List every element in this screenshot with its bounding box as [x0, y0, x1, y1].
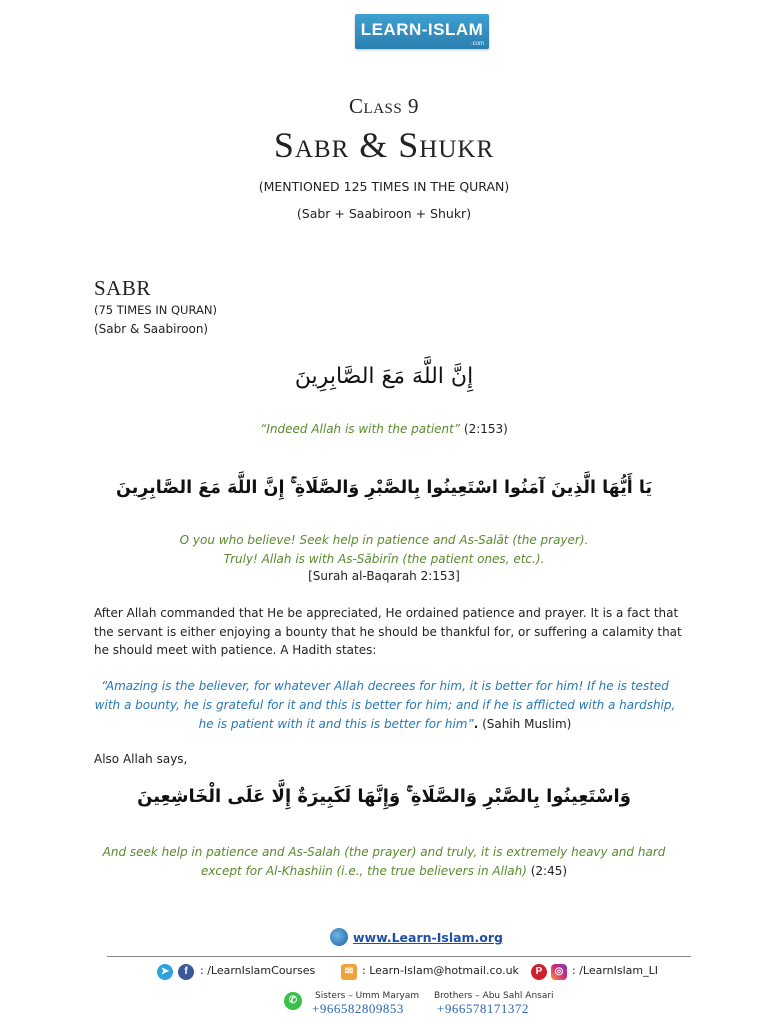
- close-quote: ”: [453, 422, 461, 436]
- pinterest-icon[interactable]: P: [531, 964, 547, 980]
- also-text: Also Allah says,: [94, 752, 188, 766]
- courses-handle[interactable]: : /LearnIslamCourses: [200, 964, 316, 977]
- section-count: (75 TIMES IN QURAN): [94, 303, 217, 317]
- logo-subtext: .com: [470, 41, 484, 47]
- subtitle-mentions: (MENTIONED 125 TIMES IN THE QURAN): [258, 179, 510, 194]
- verse-reference: (2:153): [460, 422, 508, 436]
- verse-3-text: And seek help in patience and As-Salah (the prayer) and truly, it is extremely heavy and hard except for Al-Khashiin (i.e., the true believers in Allah): [102, 845, 666, 878]
- verse-1-translation: [0, 422, 768, 436]
- sisters-contact-number[interactable]: +966582809853: [312, 1001, 404, 1016]
- email-address[interactable]: : Learn-Islam@hotmail.co.uk: [362, 964, 519, 977]
- learn-islam-logo: [355, 14, 489, 49]
- instagram-icon[interactable]: ◎: [551, 964, 567, 980]
- globe-icon: [330, 928, 348, 946]
- hadith-quote: [92, 677, 678, 734]
- verse-2-reference: [Surah al-Baqarah 2:153]: [308, 569, 460, 583]
- arabic-verse-2: يَا أَيُّهَا الَّذِينَ آمَنُوا اسْتَعِينُوا بِالصَّبْرِ وَالصَّلَاةِ ۚ إِنَّ اللَّهَ مَعَ الصَّابِرِينَ: [115, 478, 653, 498]
- logo-text: LEARN-ISLAM: [360, 20, 484, 39]
- mail-icon[interactable]: ✉: [341, 964, 357, 980]
- section-heading: SABR: [94, 276, 151, 300]
- whatsapp-icon[interactable]: ✆: [284, 992, 302, 1010]
- verse-2-line-1: O you who believe! Seek help in patience and As-Salāt (the prayer).: [179, 533, 589, 547]
- subtitle-terms: (Sabr + Saabiroon + Shukr): [296, 206, 472, 221]
- page-title: Sabr & Shukr: [273, 125, 495, 165]
- brothers-contact-number[interactable]: +966578171372: [437, 1001, 529, 1016]
- hadith-source: (Sahih Muslim): [478, 717, 572, 731]
- footer-divider: [107, 956, 691, 957]
- arabic-verse-3: وَاسْتَعِينُوا بِالصَّبْرِ وَالصَّلَاةِ ۚ وَإِنَّهَا لَكَبِيرَةٌ إِلَّا عَلَى الْخَاشِعِينَ: [137, 786, 631, 807]
- hadith-dot: .: [473, 717, 479, 731]
- verse-2-line-2: Truly! Allah is with As-Sābirīn (the patient ones, etc.).: [223, 552, 545, 566]
- social-handle[interactable]: : /LearnIslam_LI: [572, 964, 659, 977]
- class-label: Class 9: [349, 94, 419, 118]
- telegram-icon[interactable]: ➤: [157, 964, 173, 980]
- verse-3-translation: [90, 843, 678, 881]
- arabic-verse-1: إِنَّ اللَّهَ مَعَ الصَّابِرِينَ: [294, 364, 474, 389]
- verse-2-translation: [0, 531, 768, 569]
- translation-text: Indeed Allah is with the patient: [266, 422, 454, 436]
- section-terms: (Sabr & Saabiroon): [94, 322, 209, 336]
- body-paragraph: After Allah commanded that He be appreciated, He ordained patience and prayer. It is a fact that the servant is either enjoying a bounty that he should be thankful for, or suffering a calamity that he should meet with patience. A Hadith states:: [94, 606, 682, 657]
- sisters-contact-label: Sisters – Umm Maryam: [315, 991, 420, 1001]
- hadith-text: “Amazing is the believer, for whatever Allah decrees for him, it is better for him! If he is tested with a bounty, he is grateful for it and this is better for him; and if he is afflicted with a hardship, he is patient with it and this is better for him”: [94, 679, 676, 731]
- brothers-contact-label: Brothers – Abu Sahl Ansari: [434, 991, 554, 1001]
- verse-3-reference: (2:45): [526, 864, 568, 878]
- facebook-icon[interactable]: f: [178, 964, 194, 980]
- website-link[interactable]: www.Learn-Islam.org: [353, 930, 504, 945]
- open-quote: “: [260, 422, 267, 436]
